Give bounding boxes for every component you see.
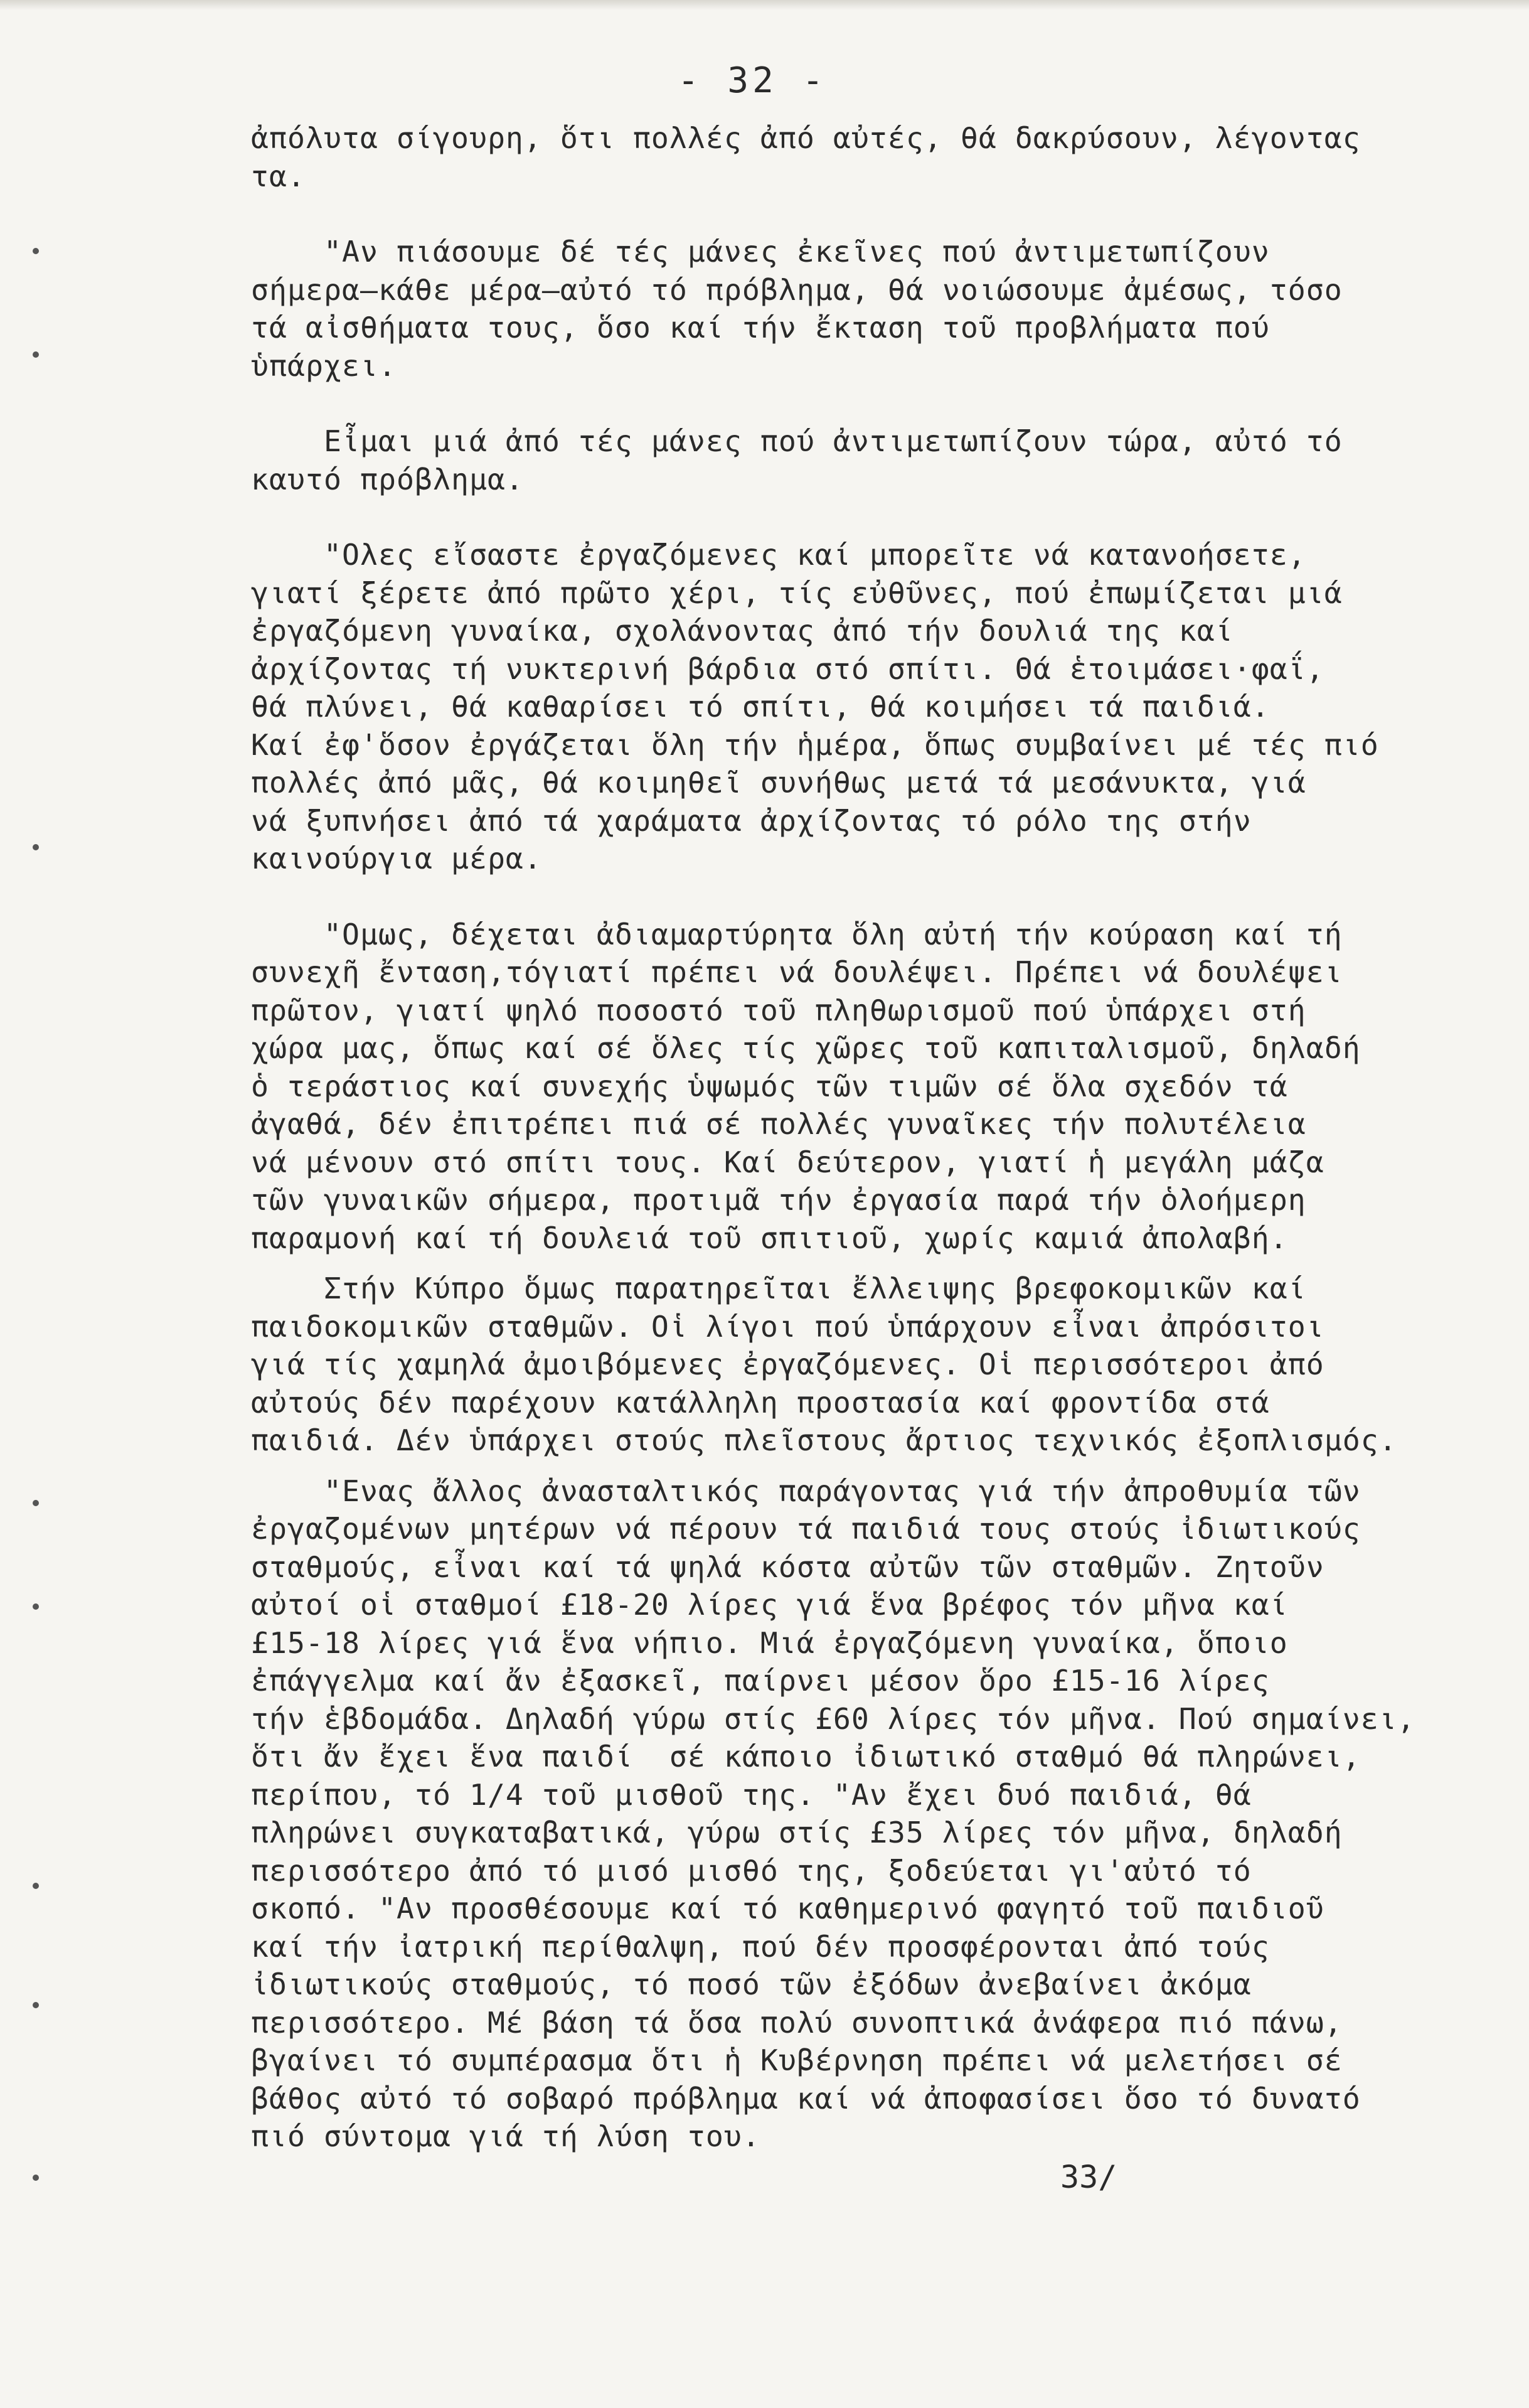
- paragraph-3: [251, 422, 1456, 498]
- page-number: - 32 -: [678, 60, 828, 101]
- paragraph-5: [251, 916, 1456, 1258]
- scan-edge: [0, 0, 1529, 10]
- paragraph-2: [251, 233, 1456, 385]
- text-line: σκοπό. "Αν προσθέσουμε καί τό καθημερινό φαγητό τοῦ παιδιοῦ: [251, 1892, 1324, 1925]
- text-line: χώρα μας, ὅπως καί σέ ὅλες τίς χῶρες τοῦ καπιταλισμοῦ, δηλαδή: [251, 1031, 1361, 1065]
- text-line: πληρώνει συγκαταβατικά, γύρω στίς £35 λίρες τόν μῆνα, δηλαδή: [251, 1816, 1343, 1849]
- text-line: σταθμούς, εἶναι καί τά ψηλά κόστα αὐτῶν τῶν σταθμῶν. Ζητοῦν: [251, 1549, 1324, 1584]
- text-line: περισσότερο ἀπό τό μισό μισθό της, ξοδεύεται γι'αὐτό τό: [251, 1853, 1252, 1888]
- text-line: παραμονή καί τή δουλειά τοῦ σπιτιοῦ, χωρίς καμιά ἀπολαβή.: [251, 1221, 1288, 1255]
- text-line: γιά τίς χαμηλά ἀμοιβόμενες ἐργαζόμενες. Οἱ περισσότεροι ἀπό: [251, 1347, 1324, 1381]
- text-line: καυτό πρόβλημα.: [251, 462, 524, 496]
- margin-dot: [33, 1603, 39, 1610]
- paragraph-6: [251, 1270, 1456, 1460]
- margin-dot: [33, 1500, 39, 1506]
- text-line: ἰδιωτικούς σταθμούς, τό ποσό τῶν ἐξόδων ἀνεβαίνει ἀκόμα: [251, 1967, 1252, 2001]
- text-line: ὁ τεράστιος καί συνεχής ὑψωμός τῶν τιμῶν σέ ὅλα σχεδόν τά: [251, 1069, 1288, 1103]
- text-line: νά μένουν στό σπίτι τους. Καί δεύτερον, γιατί ἡ μεγάλη μάζα: [251, 1145, 1324, 1179]
- text-line: συνεχῆ ἔνταση,τόγιατί πρέπει νά δουλέψει. Πρέπει νά δουλέψει: [251, 955, 1343, 989]
- margin-dot: [33, 351, 39, 358]
- text-line: £15-18 λίρες γιά ἕνα νήπιο. Μιά ἐργαζόμενη γυναίκα, ὅποιο: [251, 1625, 1288, 1660]
- text-line: παιδοκομικῶν σταθμῶν. Οἱ λίγοι πού ὑπάρχουν εἶναι ἀπρόσιτοι: [251, 1309, 1324, 1344]
- text-line: ὑπάρχει.: [251, 348, 397, 383]
- text-line: τα.: [251, 159, 306, 193]
- text-line: καί τήν ἰατρική περίθαλψη, πού δέν προσφέρονται ἀπό τούς: [251, 1929, 1270, 1964]
- text-line: τῶν γυναικῶν σήμερα, προτιμᾶ τήν ἐργασία παρά τήν ὁλοήμερη: [251, 1183, 1306, 1217]
- text-line: ἀγαθά, δέν ἐπιτρέπει πιά σέ πολλές γυναῖκες τήν πολυτέλεια: [251, 1107, 1306, 1141]
- continuation-page-marker: 33/: [1060, 2159, 1117, 2195]
- margin-dot: [33, 844, 39, 850]
- text-line: πιό σύντομα γιά τή λύση του.: [251, 2119, 760, 2153]
- text-line: σήμερα—κάθε μέρα—αὐτό τό πρόβλημα, θά νοιώσουμε ἀμέσως, τόσο: [251, 272, 1343, 307]
- text-line: πολλές ἀπό μᾶς, θά κοιμηθεῖ συνήθως μετά τά μεσάνυκτα, γιά: [251, 766, 1306, 800]
- text-line: γιατί ξέρετε ἀπό πρῶτο χέρι, τίς εὐθῦνες, πού ἐπωμίζεται μιά: [251, 575, 1343, 610]
- text-line: Καί ἐφ'ὅσον ἐργάζεται ὅλη τήν ἡμέρα, ὅπως συμβαίνει μέ τές πιό: [251, 727, 1379, 762]
- paragraph-7: [251, 1472, 1456, 2156]
- text-line: καινούργια μέρα.: [251, 842, 542, 875]
- text-line: ἐπάγγελμα καί ἄν ἐξασκεῖ, παίρνει μέσον ὅρο £15-16 λίρες: [251, 1664, 1270, 1698]
- text-line: περίπου, τό 1/4 τοῦ μισθοῦ της. "Αν ἔχει δυό παιδιά, θά: [251, 1777, 1252, 1812]
- text-line: αὐτούς δέν παρέχουν κατάλληλη προστασία καί φροντίδα στά: [251, 1385, 1270, 1420]
- text-line: ὅτι ἄν ἔχει ἕνα παιδί σέ κάποιο ἰδιωτικό σταθμό θά πληρώνει,: [251, 1740, 1361, 1774]
- text-line: αὐτοί οἱ σταθμοί £18-20 λίρες γιά ἕνα βρέφος τόν μῆνα καί: [251, 1588, 1288, 1622]
- text-line: βάθος αὐτό τό σοβαρό πρόβλημα καί νά ἀποφασίσει ὅσο τό δυνατό: [251, 2081, 1361, 2116]
- text-line: ἐργαζομένων μητέρων νά πέρουν τά παιδιά τους στούς ἰδιωτικούς: [251, 1512, 1361, 1546]
- body-text: [251, 119, 1456, 2156]
- text-line: Στήν Κύπρο ὅμως παρατηρεῖται ἔλλειψης βρεφοκομικῶν καί: [251, 1271, 1306, 1305]
- paragraph-1: [251, 119, 1456, 195]
- text-line: βγαίνει τό συμπέρασμα ὅτι ἡ Κυβέρνηση πρέπει νά μελετήσει σέ: [251, 2043, 1343, 2077]
- text-line: "Αν πιάσουμε δέ τές μάνες ἐκεῖνες πού ἀντιμετωπίζουν: [251, 235, 1270, 269]
- margin-dot: [33, 248, 39, 254]
- margin-dot: [33, 1883, 39, 1889]
- text-line: "Ολες εἴσαστε ἐργαζόμενες καί μπορεῖτε νά κατανοήσετε,: [251, 538, 1306, 572]
- text-line: τήν ἑβδομάδα. Δηλαδή γύρω στίς £60 λίρες τόν μῆνα. Πού σημαίνει,: [251, 1701, 1415, 1736]
- text-line: παιδιά. Δέν ὑπάρχει στούς πλεῖστους ἄρτιος τεχνικός ἐξοπλισμός.: [251, 1423, 1397, 1457]
- text-line: ἀπόλυτα σίγουρη, ὅτι πολλές ἀπό αὐτές, θά δακρύσουν, λέγοντας: [251, 121, 1361, 155]
- margin-dot: [33, 2175, 39, 2181]
- margin-dot: [33, 2002, 39, 2008]
- text-line: τά αἰσθήματα τους, ὅσο καί τήν ἔκταση τοῦ προβλήματα πού: [251, 311, 1270, 345]
- text-line: ἐργαζόμενη γυναίκα, σχολάνοντας ἀπό τήν δουλιά της καί: [251, 614, 1233, 648]
- text-line: "Ενας ἄλλος ἀνασταλτικός παράγοντας γιά τήν ἀπροθυμία τῶν: [251, 1474, 1361, 1508]
- text-line: πρῶτον, γιατί ψηλό ποσοστό τοῦ πληθωρισμοῦ πού ὑπάρχει στή: [251, 993, 1306, 1027]
- text-line: Εἶμαι μιά ἀπό τές μάνες πού ἀντιμετωπίζουν τώρα, αὐτό τό: [251, 424, 1343, 458]
- text-line: νά ξυπνήσει ἀπό τά χαράματα ἀρχίζοντας τό ρόλο της στήν: [251, 803, 1252, 838]
- text-line: περισσότερο. Μέ βάση τά ὅσα πολύ συνοπτικά ἀνάφερα πιό πάνω,: [251, 2005, 1343, 2040]
- text-line: ἀρχίζοντας τή νυκτερινή βάρδια στό σπίτι. Θά ἑτοιμάσει·φαΐ,: [251, 651, 1324, 686]
- paragraph-4: [251, 536, 1456, 878]
- text-line: "Ομως, δέχεται ἀδιαμαρτύρητα ὅλη αὐτή τήν κούραση καί τή: [251, 917, 1343, 951]
- text-line: θά πλύνει, θά καθαρίσει τό σπίτι, θά κοιμήσει τά παιδιά.: [251, 690, 1270, 724]
